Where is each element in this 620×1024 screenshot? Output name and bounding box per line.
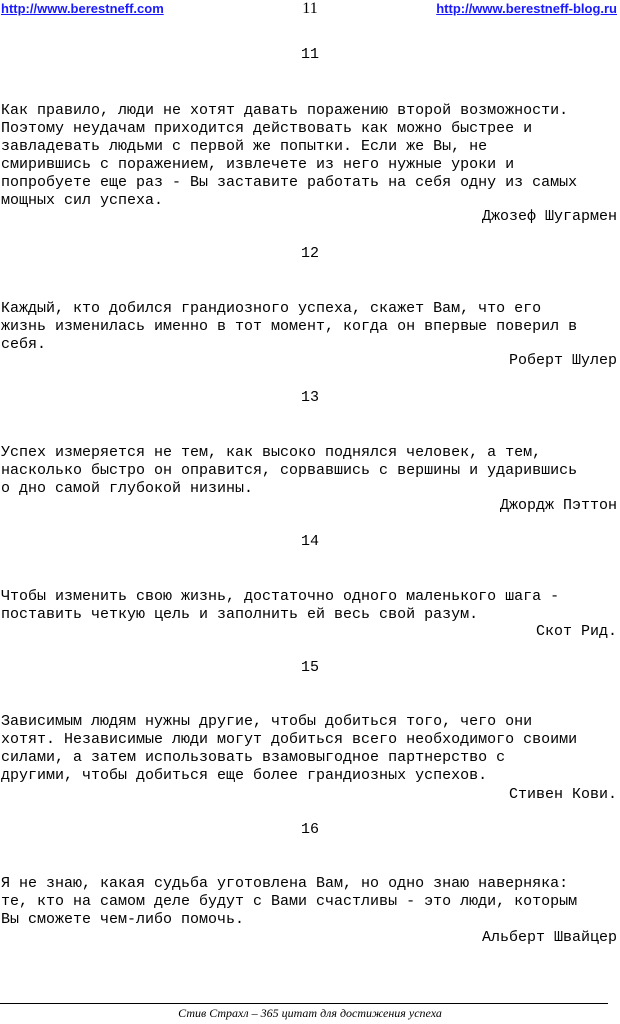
quote-line: силами, а затем использовать взамовыгодное партнерство с [1,749,506,766]
quote-line: Вы сможете чем-либо помочь. [1,911,245,928]
header-page-number: 11 [302,0,318,17]
quote-line: жизнь изменилась именно в тот момент, когда он впервые поверил в [1,318,578,335]
quote-text [1,84,617,228]
quote-line: себя. [1,336,47,353]
quote-line: поставить четкую цель и заполнить ей весь свой разум. [1,606,479,623]
quote-line: Я не знаю, какая судьба уготовлена Вам, но одно знаю наверняка: [1,875,569,892]
quote-author: Джозеф Шугармен [481,208,617,225]
footer-book-title: Стив Страхл – 365 цитат для достижения успеха [178,1006,442,1020]
header-link-berestneff-blog[interactable]: http://www.berestneff-blog.ru [436,1,617,16]
quote-author: Джордж Пэттон [499,497,617,514]
quote-line: смирившись с поражением, извлечете из него нужные уроки и [1,156,515,173]
quote-line: Каждый, кто добился грандиозного успеха, скажет Вам, что его [1,300,542,317]
quote-author: Стивен Кови. [508,786,617,803]
quote-text [1,570,617,642]
quote-line: Как правило, люди не хотят давать поражению второй возможности. [1,102,569,119]
quote-line: Успех измеряется не тем, как высоко поднялся человек, а тем, [1,444,542,461]
quote-line: другими, чтобы добиться еще более грандиозных успехов. [1,767,488,784]
quote-line: о дно самой глубокой низины. [1,480,254,497]
quote-author: Роберт Шулер [508,352,617,369]
footer-divider [0,1003,608,1004]
quote-number: 14 [300,533,319,550]
quote-number: 13 [300,389,319,406]
quote-number: 15 [300,659,319,676]
quote-line: Зависимым людям нужны другие, чтобы добиться того, чего они [1,713,533,730]
quote-line: попробуете еще раз - Вы заставите работать на себя одну из самых [1,174,578,191]
quote-line: насколько быстро он оправится, сорвавшись с вершины и ударившись [1,462,578,479]
quote-line: мощных сил успеха. [1,192,164,209]
quote-number: 11 [300,46,319,63]
header-link-berestneff[interactable]: http://www.berestneff.com [1,1,164,16]
quote-author: Скот Рид. [535,623,617,640]
quote-line: те, кто на самом деле будут с Вами счастливы - это люди, которым [1,893,578,910]
quote-number: 16 [300,821,319,838]
quote-line: завладевать людьми с первой же попытки. Если же Вы, не [1,138,488,155]
quote-author: Альберт Швайцер [481,929,617,946]
quote-number: 12 [300,245,319,262]
quote-line: Поэтому неудачам приходится действовать как можно быстрее и [1,120,533,137]
quote-line: Чтобы изменить свою жизнь, достаточно одного маленького шага - [1,588,560,605]
quote-line: хотят. Независимые люди могут добиться всего необходимого своими [1,731,578,748]
